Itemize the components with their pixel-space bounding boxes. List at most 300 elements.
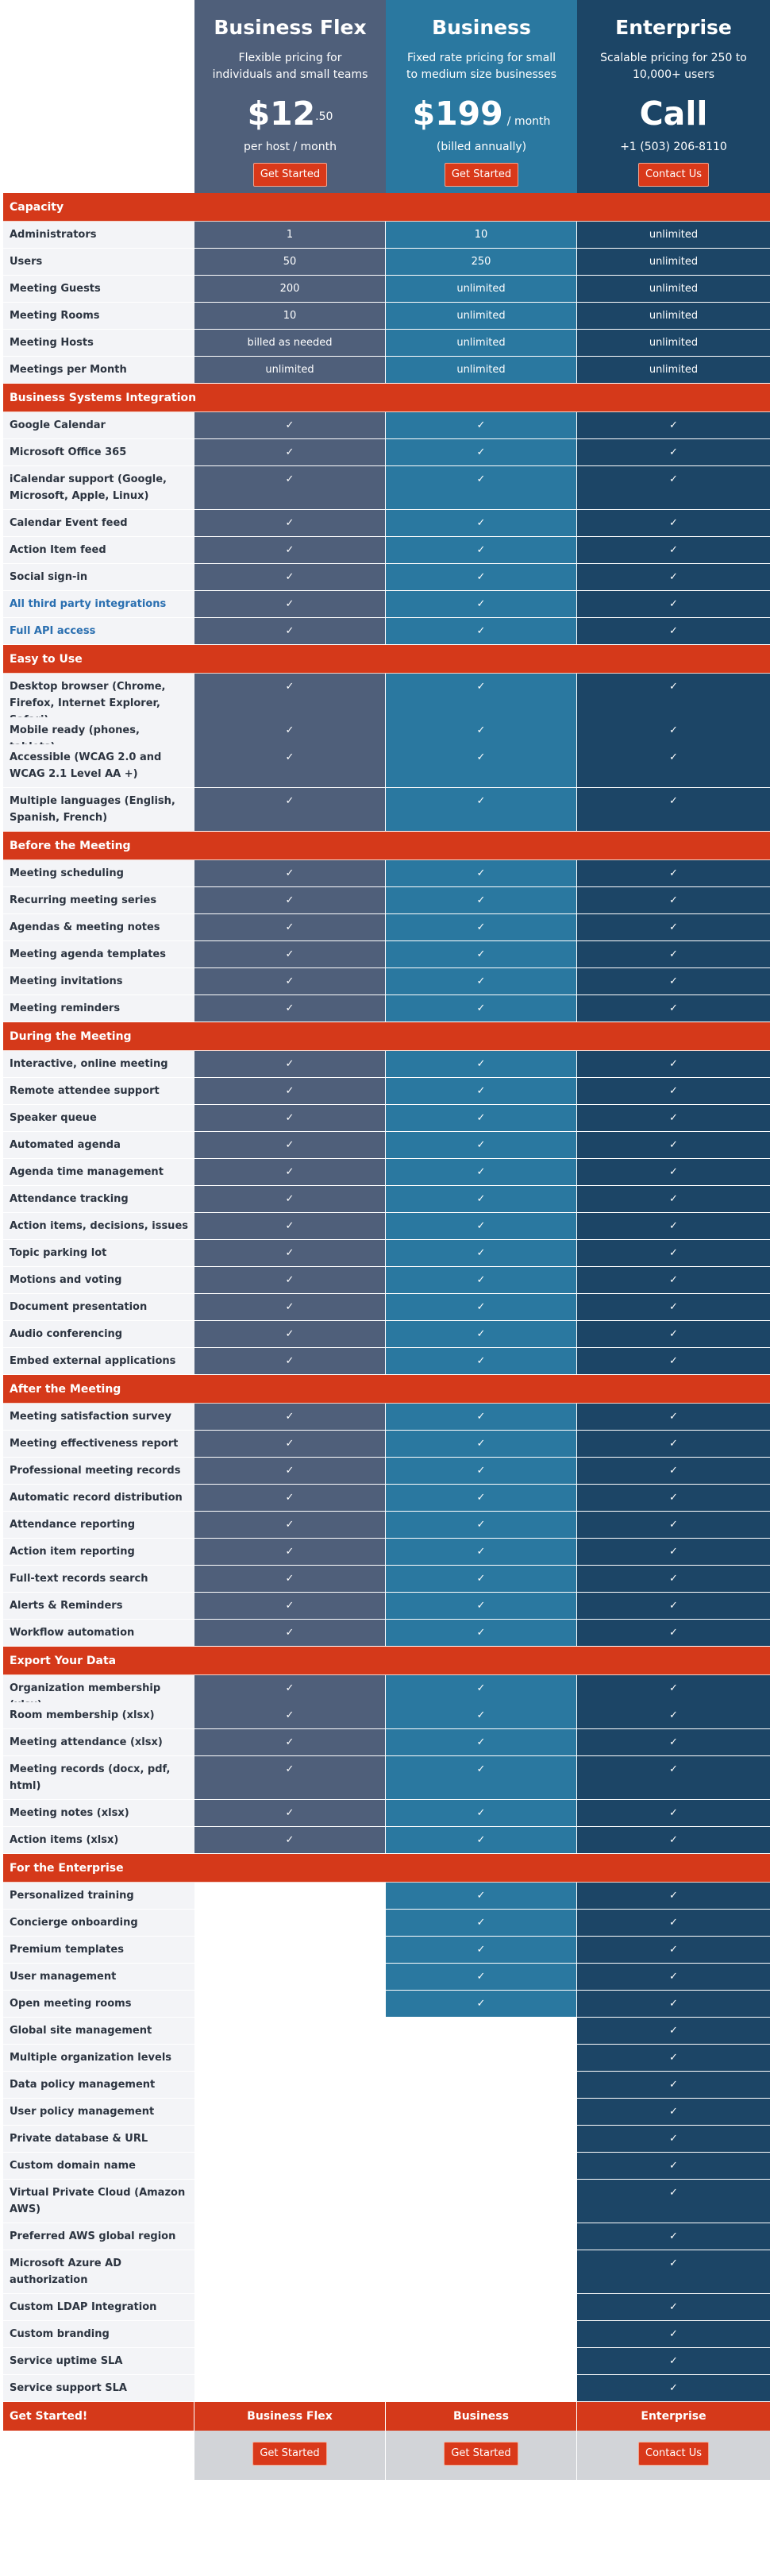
feature-row bbox=[3, 2018, 770, 2045]
feature-label: User policy management bbox=[3, 2099, 194, 2126]
feature-label: Meeting invitations bbox=[3, 968, 194, 995]
plan-name: Business bbox=[432, 16, 531, 39]
feature-row bbox=[3, 1159, 770, 1186]
check-icon: ✓ bbox=[577, 717, 770, 761]
check-icon: ✓ bbox=[577, 2375, 770, 2402]
price-amount: Call bbox=[639, 95, 708, 133]
check-icon: ✓ bbox=[194, 1431, 386, 1458]
plan-business bbox=[386, 0, 577, 193]
check-icon: ✓ bbox=[577, 1458, 770, 1485]
feature-label: Custom branding bbox=[3, 2321, 194, 2348]
check-icon: ✓ bbox=[386, 1240, 577, 1267]
feature-row bbox=[3, 2321, 770, 2348]
footer-cell bbox=[386, 2431, 577, 2480]
check-icon: ✓ bbox=[577, 510, 770, 537]
check-icon: ✓ bbox=[386, 788, 577, 832]
feature-label: Remote attendee support bbox=[3, 1078, 194, 1105]
feature-row bbox=[3, 357, 770, 384]
feature-label: Organization membership bbox=[3, 1675, 194, 1719]
feature-label: Calendar Event feed bbox=[3, 510, 194, 537]
feature-label: Multiple languages (English, Spanish, French) bbox=[3, 788, 194, 832]
check-icon: ✓ bbox=[194, 1539, 386, 1566]
feature-label: Recurring meeting series bbox=[3, 887, 194, 914]
feature-label: Virtual Private Cloud (Amazon AWS) bbox=[3, 2180, 194, 2223]
check-icon: ✓ bbox=[194, 537, 386, 564]
feature-link[interactable]: Full API access bbox=[3, 618, 194, 645]
check-icon: ✓ bbox=[386, 1800, 577, 1827]
check-icon: ✓ bbox=[577, 1539, 770, 1566]
feature-value bbox=[194, 2153, 386, 2180]
feature-row bbox=[3, 2153, 770, 2180]
pricing-table bbox=[3, 0, 770, 2480]
footer-label: Get Started! bbox=[3, 2402, 194, 2431]
check-icon: ✓ bbox=[577, 744, 770, 788]
feature-label: Interactive, online meeting bbox=[3, 1051, 194, 1078]
check-icon: ✓ bbox=[577, 1186, 770, 1213]
check-icon: ✓ bbox=[386, 1729, 577, 1756]
check-icon: ✓ bbox=[386, 1937, 577, 1964]
plan-description: Scalable pricing for 250 to 10,000+ users bbox=[600, 52, 747, 81]
feature-label: Accessible (WCAG 2.0 and WCAG 2.1 Level AA +) bbox=[3, 744, 194, 788]
feature-value bbox=[194, 1991, 386, 2018]
check-icon: ✓ bbox=[386, 1675, 577, 1719]
feature-value: unlimited bbox=[577, 303, 770, 330]
feature-row bbox=[3, 2348, 770, 2375]
feature-row bbox=[3, 2072, 770, 2099]
section-header: For the Enterprise bbox=[3, 1854, 770, 1883]
check-icon: ✓ bbox=[577, 1431, 770, 1458]
feature-value bbox=[194, 2018, 386, 2045]
check-icon: ✓ bbox=[194, 1213, 386, 1240]
check-icon: ✓ bbox=[386, 591, 577, 618]
feature-row bbox=[3, 1404, 770, 1431]
check-icon: ✓ bbox=[194, 1267, 386, 1294]
check-icon: ✓ bbox=[577, 1937, 770, 1964]
check-icon: ✓ bbox=[577, 995, 770, 1022]
check-icon: ✓ bbox=[386, 1348, 577, 1375]
check-icon: ✓ bbox=[386, 1404, 577, 1431]
feature-row bbox=[3, 2250, 770, 2294]
check-icon: ✓ bbox=[386, 1294, 577, 1321]
section-header: Export Your Data bbox=[3, 1647, 770, 1675]
check-icon: ✓ bbox=[577, 941, 770, 968]
feature-label: Agenda time management bbox=[3, 1159, 194, 1186]
feature-value bbox=[194, 2294, 386, 2321]
feature-value bbox=[386, 2153, 577, 2180]
check-icon: ✓ bbox=[577, 1566, 770, 1593]
feature-row bbox=[3, 1512, 770, 1539]
check-icon: ✓ bbox=[577, 1213, 770, 1240]
check-icon: ✓ bbox=[386, 1883, 577, 1910]
feature-value: unlimited bbox=[577, 222, 770, 249]
feature-row bbox=[3, 941, 770, 968]
feature-label: Attendance tracking bbox=[3, 1186, 194, 1213]
feature-label: Room membership (xlsx) bbox=[3, 1702, 194, 1729]
check-icon: ✓ bbox=[386, 1159, 577, 1186]
feature-label: Action Item feed bbox=[3, 537, 194, 564]
plan-price bbox=[194, 93, 386, 134]
feature-value: unlimited bbox=[577, 276, 770, 303]
feature-label: Alerts & Reminders bbox=[3, 1593, 194, 1620]
check-icon: ✓ bbox=[194, 1729, 386, 1756]
feature-row bbox=[3, 1186, 770, 1213]
feature-row bbox=[3, 1213, 770, 1240]
feature-label: Preferred AWS global region bbox=[3, 2223, 194, 2250]
check-icon: ✓ bbox=[577, 2045, 770, 2072]
feature-value bbox=[194, 2072, 386, 2099]
feature-row bbox=[3, 1267, 770, 1294]
header-spacer bbox=[3, 0, 194, 193]
feature-row bbox=[3, 1593, 770, 1620]
feature-row bbox=[3, 1458, 770, 1485]
check-icon: ✓ bbox=[386, 1827, 577, 1854]
check-icon: ✓ bbox=[194, 914, 386, 941]
feature-label: Audio conferencing bbox=[3, 1321, 194, 1348]
feature-row bbox=[3, 466, 770, 510]
plan-phone: +1 (503) 206-8110 bbox=[620, 141, 727, 153]
feature-row bbox=[3, 2099, 770, 2126]
check-icon: ✓ bbox=[577, 1078, 770, 1105]
feature-label: Meeting Hosts bbox=[3, 330, 194, 357]
feature-row bbox=[3, 439, 770, 466]
feature-label: Professional meeting records bbox=[3, 1458, 194, 1485]
feature-row bbox=[3, 249, 770, 276]
feature-value bbox=[386, 2018, 577, 2045]
check-icon: ✓ bbox=[386, 1431, 577, 1458]
feature-row bbox=[3, 1539, 770, 1566]
feature-value bbox=[386, 2348, 577, 2375]
check-icon: ✓ bbox=[577, 1348, 770, 1375]
check-icon: ✓ bbox=[577, 1827, 770, 1854]
feature-value: 1 bbox=[194, 222, 386, 249]
feature-value: 250 bbox=[386, 249, 577, 276]
feature-row bbox=[3, 1321, 770, 1348]
feature-label: Topic parking lot bbox=[3, 1240, 194, 1267]
feature-row bbox=[3, 1294, 770, 1321]
feature-link[interactable]: All third party integrations bbox=[3, 591, 194, 618]
plans-header bbox=[3, 0, 770, 193]
check-icon: ✓ bbox=[194, 1458, 386, 1485]
feature-label: Microsoft Office 365 bbox=[3, 439, 194, 466]
check-icon: ✓ bbox=[577, 1729, 770, 1756]
check-icon: ✓ bbox=[386, 1910, 577, 1937]
check-icon: ✓ bbox=[577, 2223, 770, 2250]
check-icon: ✓ bbox=[577, 1294, 770, 1321]
price-period: / month bbox=[506, 115, 551, 128]
feature-label: Private database & URL bbox=[3, 2126, 194, 2153]
check-icon: ✓ bbox=[577, 564, 770, 591]
check-icon: ✓ bbox=[194, 1240, 386, 1267]
check-icon: ✓ bbox=[386, 1213, 577, 1240]
check-icon: ✓ bbox=[386, 941, 577, 968]
check-icon: ✓ bbox=[577, 2321, 770, 2348]
feature-row bbox=[3, 914, 770, 941]
feature-row bbox=[3, 674, 770, 717]
check-icon: ✓ bbox=[194, 788, 386, 832]
footer-cell bbox=[577, 2431, 770, 2480]
check-icon: ✓ bbox=[577, 2294, 770, 2321]
check-icon: ✓ bbox=[577, 2072, 770, 2099]
check-icon: ✓ bbox=[577, 1267, 770, 1294]
check-icon: ✓ bbox=[386, 1964, 577, 1991]
check-icon: ✓ bbox=[386, 1321, 577, 1348]
check-icon: ✓ bbox=[386, 860, 577, 887]
feature-value: unlimited bbox=[386, 357, 577, 384]
check-icon: ✓ bbox=[194, 1800, 386, 1827]
section-header: Easy to Use bbox=[3, 645, 770, 674]
check-icon: ✓ bbox=[194, 466, 386, 510]
check-icon: ✓ bbox=[194, 1620, 386, 1647]
check-icon: ✓ bbox=[194, 618, 386, 645]
check-icon: ✓ bbox=[194, 412, 386, 439]
feature-value bbox=[386, 2126, 577, 2153]
plan-price bbox=[386, 93, 577, 134]
check-icon: ✓ bbox=[577, 1132, 770, 1159]
feature-label: Global site management bbox=[3, 2018, 194, 2045]
plan-enterprise bbox=[577, 0, 770, 193]
check-icon: ✓ bbox=[577, 674, 770, 734]
feature-label: Meeting reminders bbox=[3, 995, 194, 1022]
check-icon: ✓ bbox=[577, 1702, 770, 1729]
get-started-button[interactable]: Get Started bbox=[444, 2442, 518, 2466]
check-icon: ✓ bbox=[577, 2126, 770, 2153]
footer-cell bbox=[194, 2431, 386, 2480]
plan-name: Business Flex bbox=[214, 16, 367, 39]
feature-row bbox=[3, 860, 770, 887]
section-header: Before the Meeting bbox=[3, 832, 770, 860]
get-started-button[interactable]: Get Started bbox=[253, 163, 327, 187]
feature-label: Desktop browser (Chrome, Firefox, Internet Explorer, bbox=[3, 674, 194, 734]
feature-value bbox=[194, 2099, 386, 2126]
footer-plan-name: Business Flex bbox=[194, 2402, 386, 2431]
price-amount: $199 bbox=[412, 95, 503, 133]
feature-value bbox=[386, 2072, 577, 2099]
check-icon: ✓ bbox=[577, 2153, 770, 2180]
check-icon: ✓ bbox=[577, 1964, 770, 1991]
check-icon: ✓ bbox=[194, 510, 386, 537]
feature-value bbox=[194, 2348, 386, 2375]
check-icon: ✓ bbox=[577, 2099, 770, 2126]
check-icon: ✓ bbox=[194, 1404, 386, 1431]
check-icon: ✓ bbox=[577, 2250, 770, 2294]
feature-label: Workflow automation bbox=[3, 1620, 194, 1647]
feature-label: Premium templates bbox=[3, 1937, 194, 1964]
check-icon: ✓ bbox=[386, 1078, 577, 1105]
feature-row bbox=[3, 2045, 770, 2072]
check-icon: ✓ bbox=[194, 1593, 386, 1620]
check-icon: ✓ bbox=[577, 1883, 770, 1910]
check-icon: ✓ bbox=[194, 1132, 386, 1159]
check-icon: ✓ bbox=[577, 1105, 770, 1132]
feature-row bbox=[3, 995, 770, 1022]
feature-row bbox=[3, 618, 770, 645]
check-icon: ✓ bbox=[577, 914, 770, 941]
feature-label: Motions and voting bbox=[3, 1267, 194, 1294]
feature-value: unlimited bbox=[386, 330, 577, 357]
feature-value bbox=[194, 1910, 386, 1937]
check-icon: ✓ bbox=[194, 564, 386, 591]
check-icon: ✓ bbox=[577, 2018, 770, 2045]
check-icon: ✓ bbox=[386, 674, 577, 734]
check-icon: ✓ bbox=[577, 1910, 770, 1937]
feature-row bbox=[3, 717, 770, 744]
feature-row bbox=[3, 744, 770, 788]
feature-label: Speaker queue bbox=[3, 1105, 194, 1132]
get-started-button[interactable]: Get Started bbox=[252, 2442, 326, 2466]
feature-row bbox=[3, 1675, 770, 1702]
feature-value bbox=[194, 2321, 386, 2348]
feature-row bbox=[3, 1937, 770, 1964]
feature-label: Microsoft Azure AD authorization bbox=[3, 2250, 194, 2294]
check-icon: ✓ bbox=[194, 439, 386, 466]
feature-label: Google Calendar bbox=[3, 412, 194, 439]
plan-billing: (billed annually) bbox=[436, 141, 527, 153]
check-icon: ✓ bbox=[194, 887, 386, 914]
feature-row bbox=[3, 276, 770, 303]
check-icon: ✓ bbox=[386, 439, 577, 466]
feature-label: Meetings per Month bbox=[3, 357, 194, 384]
check-icon: ✓ bbox=[386, 1620, 577, 1647]
footer-spacer bbox=[3, 2431, 194, 2480]
feature-value bbox=[194, 1964, 386, 1991]
feature-row bbox=[3, 968, 770, 995]
feature-label: Service uptime SLA bbox=[3, 2348, 194, 2375]
feature-row bbox=[3, 1566, 770, 1593]
check-icon: ✓ bbox=[386, 1593, 577, 1620]
feature-label: Automatic record distribution bbox=[3, 1485, 194, 1512]
section-header: During the Meeting bbox=[3, 1022, 770, 1051]
feature-row bbox=[3, 1348, 770, 1375]
check-icon: ✓ bbox=[577, 1512, 770, 1539]
feature-label: Meeting scheduling bbox=[3, 860, 194, 887]
check-icon: ✓ bbox=[577, 1593, 770, 1620]
feature-row bbox=[3, 1756, 770, 1800]
feature-label: Multiple organization levels bbox=[3, 2045, 194, 2072]
check-icon: ✓ bbox=[577, 466, 770, 510]
check-icon: ✓ bbox=[194, 1512, 386, 1539]
section-header: Capacity bbox=[3, 193, 770, 222]
feature-value: 200 bbox=[194, 276, 386, 303]
feature-row bbox=[3, 1910, 770, 1937]
feature-label: Personalized training bbox=[3, 1883, 194, 1910]
feature-value: unlimited bbox=[577, 357, 770, 384]
feature-row bbox=[3, 1800, 770, 1827]
check-icon: ✓ bbox=[194, 1756, 386, 1800]
price-amount: $12 bbox=[247, 95, 316, 133]
feature-row bbox=[3, 1105, 770, 1132]
check-icon: ✓ bbox=[577, 1321, 770, 1348]
feature-label: Document presentation bbox=[3, 1294, 194, 1321]
feature-value: unlimited bbox=[577, 330, 770, 357]
feature-row bbox=[3, 2180, 770, 2223]
check-icon: ✓ bbox=[577, 439, 770, 466]
check-icon: ✓ bbox=[386, 887, 577, 914]
feature-row bbox=[3, 2223, 770, 2250]
contact-us-button[interactable]: Contact Us bbox=[638, 2442, 709, 2466]
feature-row bbox=[3, 1485, 770, 1512]
check-icon: ✓ bbox=[194, 1702, 386, 1729]
check-icon: ✓ bbox=[386, 412, 577, 439]
check-icon: ✓ bbox=[577, 537, 770, 564]
check-icon: ✓ bbox=[194, 1159, 386, 1186]
feature-label: Social sign-in bbox=[3, 564, 194, 591]
check-icon: ✓ bbox=[194, 744, 386, 788]
feature-label: Meeting satisfaction survey bbox=[3, 1404, 194, 1431]
feature-label: Agendas & meeting notes bbox=[3, 914, 194, 941]
feature-value: 10 bbox=[194, 303, 386, 330]
feature-label: Action item reporting bbox=[3, 1539, 194, 1566]
check-icon: ✓ bbox=[386, 618, 577, 645]
feature-value: billed as needed bbox=[194, 330, 386, 357]
contact-us-button[interactable]: Contact Us bbox=[638, 163, 709, 187]
feature-row bbox=[3, 2126, 770, 2153]
feature-value bbox=[386, 2045, 577, 2072]
feature-label: Full-text records search bbox=[3, 1566, 194, 1593]
check-icon: ✓ bbox=[577, 1620, 770, 1647]
feature-value bbox=[386, 2321, 577, 2348]
plan-billing: per host / month bbox=[244, 141, 337, 153]
feature-label: Users bbox=[3, 249, 194, 276]
feature-label: User management bbox=[3, 1964, 194, 1991]
feature-value bbox=[386, 2250, 577, 2294]
feature-label: Administrators bbox=[3, 222, 194, 249]
feature-row bbox=[3, 564, 770, 591]
feature-value: unlimited bbox=[386, 276, 577, 303]
check-icon: ✓ bbox=[386, 510, 577, 537]
feature-label: Custom LDAP Integration bbox=[3, 2294, 194, 2321]
feature-row bbox=[3, 1078, 770, 1105]
section-header: After the Meeting bbox=[3, 1375, 770, 1404]
feature-label: iCalendar support (Google, Microsoft, Apple, Linux) bbox=[3, 466, 194, 510]
check-icon: ✓ bbox=[386, 1539, 577, 1566]
feature-row bbox=[3, 1620, 770, 1647]
feature-label: Meeting Guests bbox=[3, 276, 194, 303]
feature-label: Data policy management bbox=[3, 2072, 194, 2099]
check-icon: ✓ bbox=[194, 717, 386, 761]
check-icon: ✓ bbox=[386, 1991, 577, 2018]
check-icon: ✓ bbox=[577, 618, 770, 645]
section-header: Business Systems Integration bbox=[3, 384, 770, 412]
check-icon: ✓ bbox=[194, 591, 386, 618]
plan-description: Fixed rate pricing for small to medium size businesses bbox=[406, 52, 556, 81]
check-icon: ✓ bbox=[577, 1240, 770, 1267]
feature-row bbox=[3, 2294, 770, 2321]
get-started-button[interactable]: Get Started bbox=[445, 163, 518, 187]
check-icon: ✓ bbox=[386, 1105, 577, 1132]
check-icon: ✓ bbox=[577, 1756, 770, 1800]
feature-label: Meeting records (docx, pdf, html) bbox=[3, 1756, 194, 1800]
check-icon: ✓ bbox=[386, 564, 577, 591]
check-icon: ✓ bbox=[386, 1458, 577, 1485]
check-icon: ✓ bbox=[386, 914, 577, 941]
check-icon: ✓ bbox=[194, 1186, 386, 1213]
feature-label: Custom domain name bbox=[3, 2153, 194, 2180]
feature-value bbox=[194, 2180, 386, 2223]
footer-buttons bbox=[3, 2431, 770, 2480]
check-icon: ✓ bbox=[386, 1267, 577, 1294]
feature-row bbox=[3, 303, 770, 330]
check-icon: ✓ bbox=[386, 995, 577, 1022]
feature-value bbox=[386, 2180, 577, 2223]
feature-label: Meeting agenda templates bbox=[3, 941, 194, 968]
price-cents: .50 bbox=[315, 110, 333, 123]
check-icon: ✓ bbox=[386, 1132, 577, 1159]
feature-label: Action items (xlsx) bbox=[3, 1827, 194, 1854]
check-icon: ✓ bbox=[577, 860, 770, 887]
check-icon: ✓ bbox=[386, 1512, 577, 1539]
feature-label: Automated agenda bbox=[3, 1132, 194, 1159]
check-icon: ✓ bbox=[194, 1485, 386, 1512]
